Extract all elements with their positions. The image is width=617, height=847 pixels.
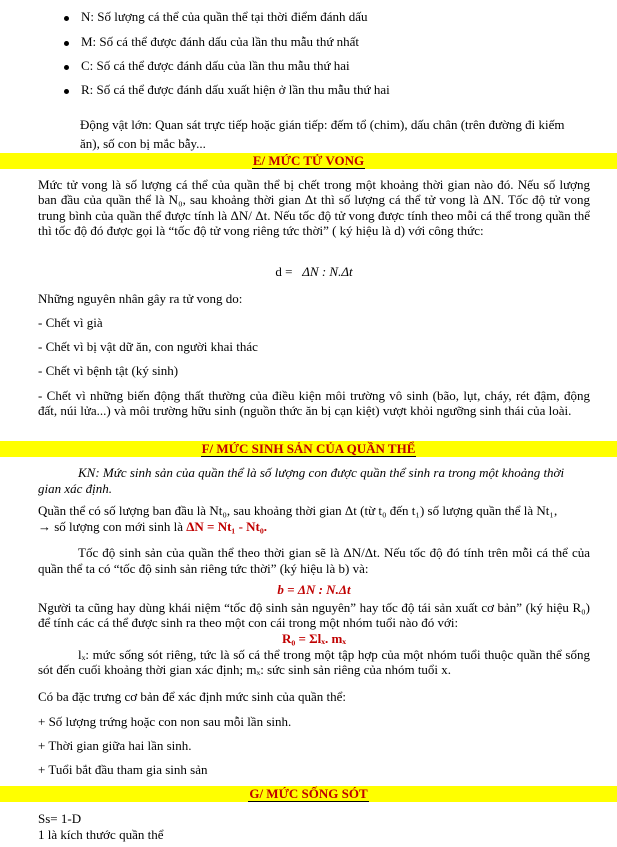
last-line: 1 là kích thước quần thể	[38, 827, 164, 842]
cause-item: - Chết vì bị vật dữ ăn, con người khai thác	[38, 339, 258, 354]
causes-title: Những nguyên nhân gây ra tử vong do:	[38, 291, 243, 306]
animal-para-line2: ăn), số con bị mắc bẫy...	[80, 136, 206, 151]
nt-paragraph-line2: → số lượng con mới sinh là ΔN = Nt₁ - Nt₀.	[38, 519, 268, 534]
formula-r0: R₀ = Σlₓ. mₓ	[281, 631, 347, 646]
ss-formula: Ss= 1-D	[38, 811, 82, 826]
heading-birth-rate: F/ MỨC SINH SẢN CỦA QUẦN THỂ	[0, 441, 617, 457]
birth-rate-paragraph: Tốc độ sinh sản của quần thể theo thời gian sẽ là ΔN/Δt. Nếu tốc độ đó tính trên mỗi cá thể của quần thể ta có “tốc độ sinh sản riêng tức thời” (ký hiệu là b) và:	[38, 545, 590, 576]
cause-item: - Chết vì già	[38, 315, 103, 330]
formula-d: d = ΔN : N.Δt	[275, 264, 353, 279]
trait-item: + Tuổi bắt đầu tham gia sinh sản	[38, 762, 208, 777]
mortality-paragraph: Mức tử vong là số lượng cá thể của quần thể bị chết trong một khoảng thời gian nào đó. Nếu số lượng ban đầu của quần thể là N₀, sau khoảng thời gian Δt thì số lượng cá thể tử vong là ΔN. Tốc độ tử vong trung bình của quần thể được tính là ΔN/ Δt. Nếu tốc độ tử vong được tính theo mỗi cá thể trong quần thể thì tốc độ đó được gọi là “tốc độ tử vong riêng tức thời” ( ký hiệu là d) với công thức:	[38, 177, 590, 238]
kn-paragraph: KN: Mức sinh sản của quần thể là số lượng con được quần thể sinh ra trong một khoảng thời gian xác định.	[38, 465, 565, 496]
traits-title: Có ba đặc trưng cơ bản để xác định mức sinh của quần thể:	[38, 689, 346, 704]
animal-para-line1: Động vật lớn: Quan sát trực tiếp hoặc gián tiếp: đếm tổ (chim), dấu chân (trên đường đi kiếm	[80, 117, 565, 132]
heading-mortality: E/ MỨC TỬ VONG	[0, 153, 617, 169]
heading-survival: G/ MỨC SỐNG SÓT	[0, 786, 617, 802]
r0-paragraph: Người ta cũng hay dùng khái niệm “tốc độ sinh sản nguyên” hay tốc độ tái sản xuất cơ bản” (ký hiệu R₀) để tính các cá thể được sinh ra theo một con cái trong một nhóm tuổi nào đó với:	[38, 600, 590, 631]
trait-item: + Số lượng trứng hoặc con non sau mỗi lần sinh.	[38, 714, 292, 729]
formula-b: b = ΔN : N.Δt	[277, 582, 351, 597]
nt-paragraph-line1: Quần thể có số lượng ban đầu là Nt₀, sau khoảng thời gian Δt (từ t₀ đến t₁) số lượng quần thể là Nt₁,	[38, 503, 558, 518]
nt-formula: ΔN = Nt₁ - Nt₀.	[186, 519, 268, 534]
cause-item: - Chết vì bệnh tật (ký sinh)	[38, 363, 179, 378]
lx-paragraph: lₓ: mức sống sót riêng, tức là số cá thể trong một tập hợp của một nhóm tuổi thuộc quần thể sống sót đến cuối khoảng thời gian xác định; mₓ: sức sinh sản riêng của nhóm tuổi x.	[38, 647, 590, 678]
cause-item: - Chết vì những biến động thất thường của điều kiện môi trường vô sinh (bão, lụt, cháy, rét đậm, động đất, núi lửa...) và môi trường hữu sinh (nguồn thức ăn bị cạn kiệt) vượt khỏi ngưỡng sinh thái của loài.	[38, 388, 590, 419]
trait-item: + Thời gian giữa hai lần sinh.	[38, 738, 192, 753]
